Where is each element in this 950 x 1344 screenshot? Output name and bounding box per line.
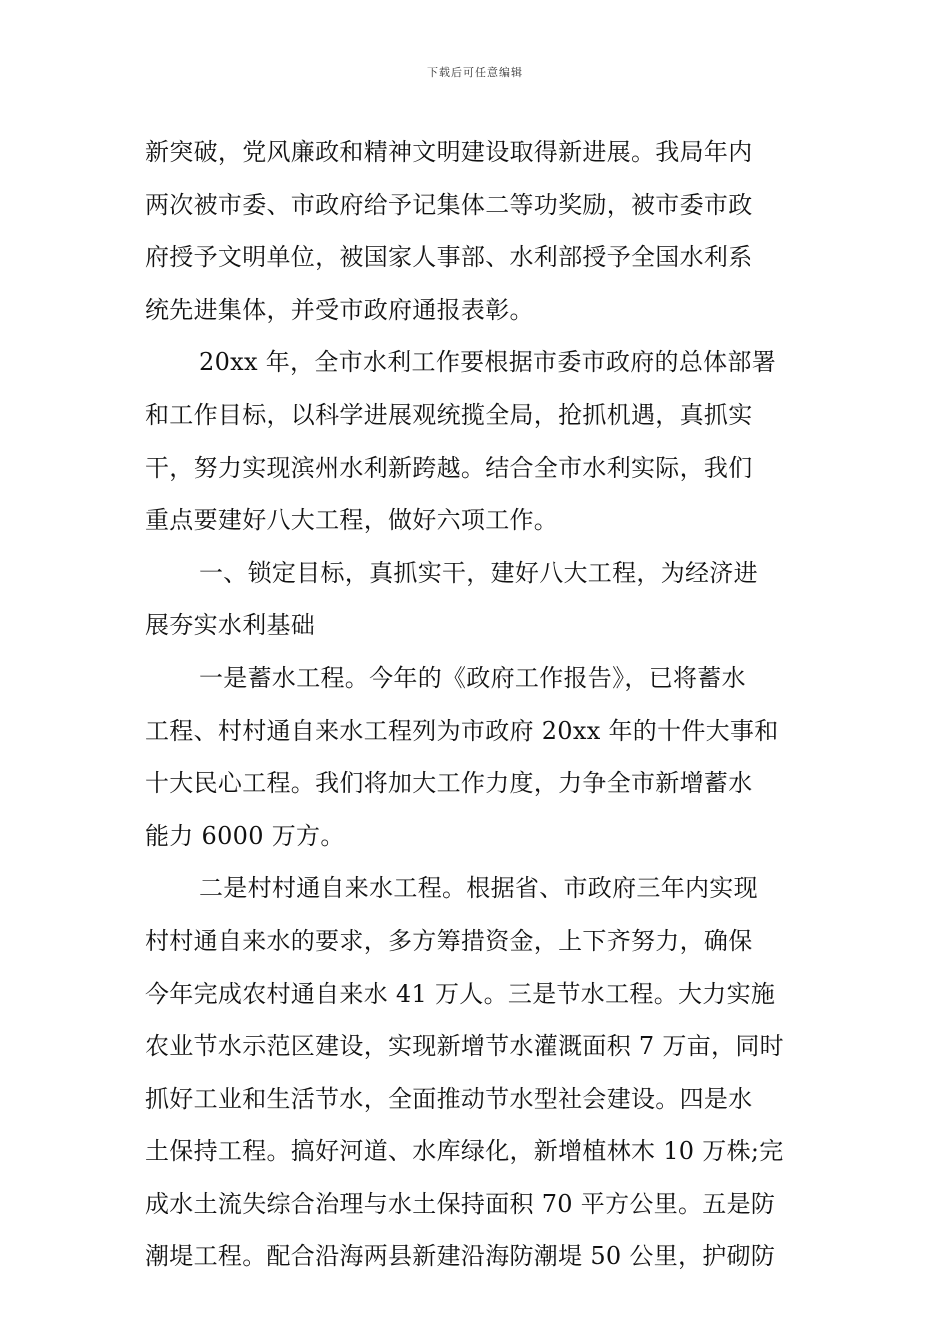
text-line: 能力 6000 万方。 bbox=[145, 821, 345, 850]
text-line: 两次被市委、市政府给予记集体二等功奖励，被市委市政 bbox=[145, 190, 753, 219]
text-line: 潮堤工程。配合沿海两县新建沿海防潮堤 50 公里，护砌防 bbox=[145, 1242, 776, 1271]
text-line: 农业节水示范区建设，实现新增节水灌溉面积 7 万亩，同时 bbox=[145, 1032, 784, 1061]
text-line: 统先进集体，并受市政府通报表彰。 bbox=[145, 295, 534, 324]
text-line: 20xx 年，全市水利工作要根据市委市政府的总体部署 bbox=[199, 348, 777, 377]
text-line: 十大民心工程。我们将加大工作力度，力争全市新增蓄水 bbox=[145, 769, 753, 798]
text-line: 新突破，党风廉政和精神文明建设取得新进展。我局年内 bbox=[145, 138, 753, 166]
text-line: 展夯实水利基础 bbox=[145, 611, 316, 640]
document-body bbox=[145, 126, 810, 1283]
text-line: 抓好工业和生活节水，全面推动节水型社会建设。四是水 bbox=[145, 1084, 753, 1113]
text-line: 工程、村村通自来水工程列为市政府 20xx 年的十件大事和 bbox=[145, 716, 779, 745]
text-line: 村村通自来水的要求，多方筹措资金，上下齐努力，确保 bbox=[145, 926, 753, 955]
text-line: 一是蓄水工程。今年的《政府工作报告》，已将蓄水 bbox=[199, 663, 746, 692]
text-line: 重点要建好八大工程，做好六项工作。 bbox=[145, 506, 559, 535]
header-note: 下载后可任意编辑 bbox=[427, 66, 523, 79]
text-line: 成水土流失综合治理与水土保持面积 70 平方公里。五是防 bbox=[145, 1189, 776, 1218]
text-line: 二是村村通自来水工程。根据省、市政府三年内实现 bbox=[199, 874, 758, 903]
text-line: 府授予文明单位，被国家人事部、水利部授予全国水利系 bbox=[145, 243, 753, 272]
text-line: 土保持工程。搞好河道、水库绿化，新增植林木 10 万株;完 bbox=[145, 1137, 784, 1166]
text-line: 今年完成农村通自来水 41 万人。三是节水工程。大力实施 bbox=[145, 979, 776, 1008]
text-line: 一、锁定目标，真抓实干，建好八大工程，为经济进 bbox=[199, 558, 758, 587]
text-line: 干，努力实现滨州水利新跨越。结合全市水利实际，我们 bbox=[145, 453, 753, 482]
text-line: 和工作目标，以科学进展观统揽全局，抢抓机遇，真抓实 bbox=[145, 400, 753, 429]
